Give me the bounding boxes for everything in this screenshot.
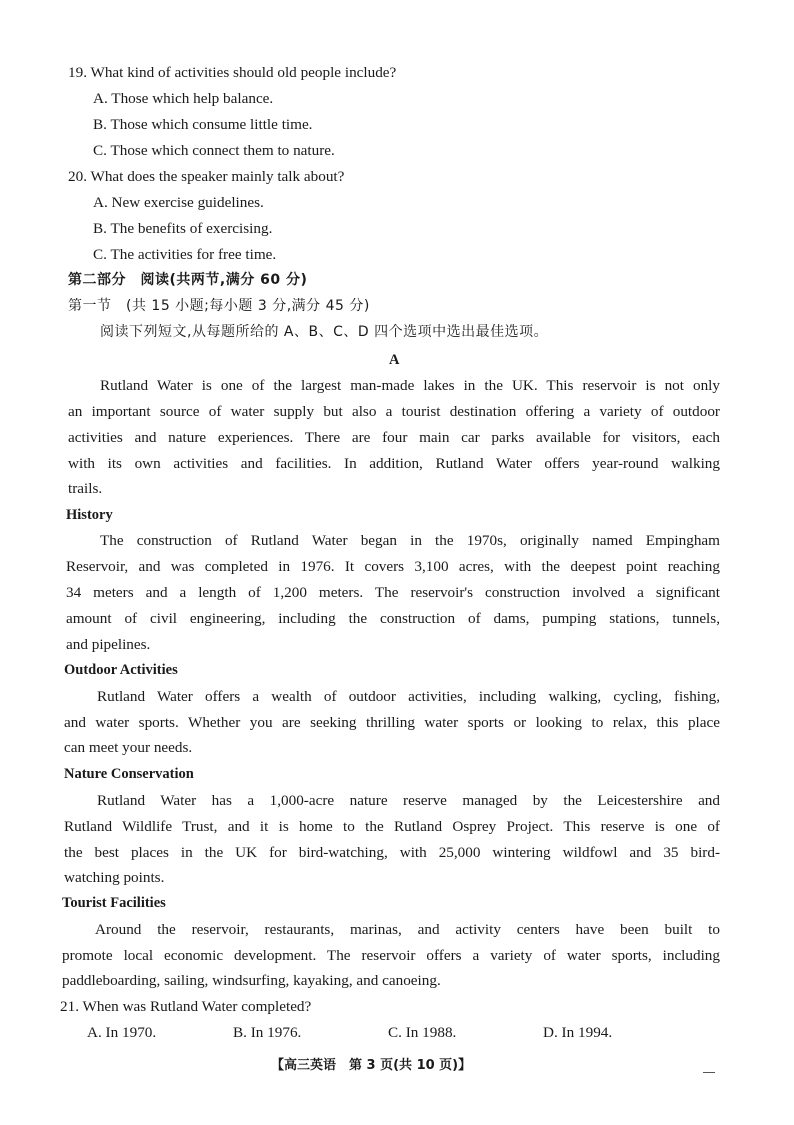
footer-dash <box>703 1072 715 1073</box>
section1-title: 第一节 (共 15 小题;每小题 3 分,满分 45 分) <box>68 298 370 314</box>
q21-option-b: B. In 1976. <box>233 1024 302 1041</box>
nature-line-2: Rutland Wildlife Trust, and it is home to the Rutland Osprey Project. This reserve is one of <box>64 818 720 835</box>
tourist-line-1: Around the reservoir, restaurants, marinas, and activity centers have been built to <box>95 921 720 938</box>
outdoor-line-3: can meet your needs. <box>64 739 193 756</box>
nature-line-1: Rutland Water has a 1,000-acre nature reserve managed by the Leicestershire and <box>97 792 720 809</box>
instruction: 阅读下列短文,从每题所给的 A、B、C、D 四个选项中选出最佳选项。 <box>100 324 549 340</box>
passage-label: A <box>389 352 400 368</box>
q20-option-a: A. New exercise guidelines. <box>93 194 264 211</box>
history-heading: History <box>66 507 113 523</box>
outdoor-heading: Outdoor Activities <box>64 662 178 678</box>
q20-option-b: B. The benefits of exercising. <box>93 220 273 237</box>
intro-line-2: an important source of water supply but also a tourist destination offering a variety of outdoor <box>68 403 720 420</box>
question-21: 21. When was Rutland Water completed? <box>60 998 312 1015</box>
tourist-heading: Tourist Facilities <box>62 895 166 911</box>
tourist-line-3: paddleboarding, sailing, windsurfing, kayaking, and canoeing. <box>62 972 441 989</box>
history-line-2: Reservoir, and was completed in 1976. It covers 3,100 acres, with the deepest point reaching <box>66 558 720 575</box>
q20-option-c: C. The activities for free time. <box>93 246 277 263</box>
history-line-5: and pipelines. <box>66 636 151 653</box>
q19-option-c: C. Those which connect them to nature. <box>93 142 335 159</box>
q21-option-d: D. In 1994. <box>543 1024 613 1041</box>
nature-line-4: watching points. <box>64 869 165 886</box>
q21-option-a: A. In 1970. <box>87 1024 157 1041</box>
history-line-4: amount of civil engineering, including the construction of dams, pumping stations, tunnels, <box>66 610 720 627</box>
question-20: 20. What does the speaker mainly talk about? <box>68 168 345 185</box>
nature-heading: Nature Conservation <box>64 766 194 782</box>
intro-line-4: with its own activities and facilities. In addition, Rutland Water offers year-round walking <box>68 455 720 472</box>
intro-line-3: activities and nature experiences. There are four main car parks available for visitors, each <box>68 429 720 446</box>
q19-option-b: B. Those which consume little time. <box>93 116 313 133</box>
history-line-1: The construction of Rutland Water began in the 1970s, originally named Empingham <box>100 532 720 549</box>
intro-line-1: Rutland Water is one of the largest man-made lakes in the UK. This reservoir is not only <box>100 377 720 394</box>
question-19: 19. What kind of activities should old people include? <box>68 64 397 81</box>
tourist-line-2: promote local economic development. The reservoir offers a variety of water sports, including <box>62 947 720 964</box>
outdoor-line-1: Rutland Water offers a wealth of outdoor activities, including walking, cycling, fishing, <box>97 688 720 705</box>
part2-title: 第二部分 阅读(共两节,满分 60 分) <box>68 272 308 288</box>
history-line-3: 34 meters and a length of 1,200 meters. The reservoir's construction involved a significant <box>66 584 720 601</box>
outdoor-line-2: and water sports. Whether you are seeking thrilling water sports or looking to relax, this place <box>64 714 720 731</box>
intro-line-5: trails. <box>68 480 103 497</box>
nature-line-3: the best places in the UK for bird-watching, with 25,000 wintering wildfowl and 35 bird- <box>64 844 720 861</box>
page-footer: 【高三英语 第 3 页(共 10 页)】 <box>271 1058 472 1073</box>
q21-option-c: C. In 1988. <box>388 1024 457 1041</box>
q19-option-a: A. Those which help balance. <box>93 90 274 107</box>
